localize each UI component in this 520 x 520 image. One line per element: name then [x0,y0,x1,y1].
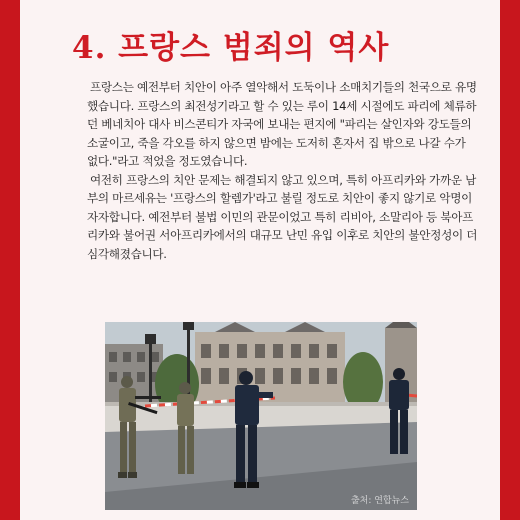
paragraph-1: 프랑스는 예전부터 치안이 아주 열악해서 도둑이나 소매치기들의 천국으로 유명했습니다. 프랑스의 최전성기라고 할 수 있는 루이 14세 시절에도 파리에 체류하던 베네치아 대사 비스콘티가 자국에 보내는 편지에 "파리는 살인자와 강도들의 소굴이고, 죽을 각오를 하지 않으면 밤에는 도저히 혼자서 집 밖으로 나갈 수가 없다."라고 적었을 정도였습니다. [87,80,477,168]
page-title: 4. 프랑스 범죄의 역사 [72,30,390,66]
photo-credit: 출처: 연합뉴스 [350,496,409,506]
article-body [87,78,479,263]
police-scene-illustration [105,322,417,510]
news-photo [105,322,417,510]
paragraph-2: 여전히 프랑스의 치안 문제는 해결되지 않고 있으며, 특히 아프리카와 가까운 남부의 마르세유는 '프랑스의 할렘가'라고 불릴 정도로 치안이 좋지 않기로 악명이 자자합니다. 예전부터 불법 이민의 관문이었고 특히 리비아, 소말리아 등 북아프리카와 불어권 서아프리카에서의 대규모 난민 유입 이후로 치안의 불안정성이 더 심각해졌습니다. [87,172,478,261]
